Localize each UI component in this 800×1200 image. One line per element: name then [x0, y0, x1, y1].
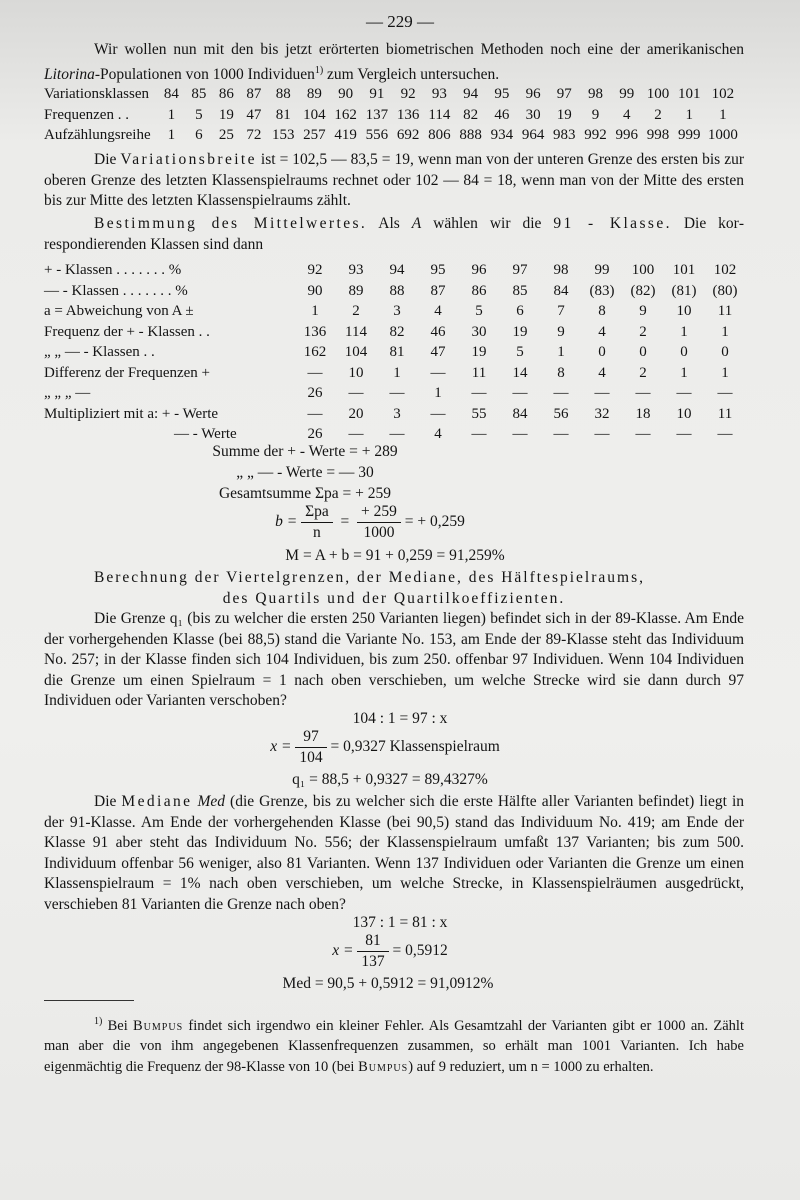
variation-cell: 93 [431, 86, 447, 102]
mittel-cell: 97 [512, 262, 528, 278]
mittel-column [333, 260, 379, 445]
mittel-cell: 9 [639, 303, 647, 319]
mittel-cell: — [430, 364, 446, 381]
median-paragraph [44, 792, 744, 915]
variation-cell: 998 [646, 127, 670, 143]
breite-paragraph [44, 150, 744, 212]
mittel-cell: 89 [348, 282, 364, 299]
variation-cell: 72 [246, 127, 262, 143]
variation-cell: 1000 [707, 127, 738, 143]
variation-cell: 88 [275, 86, 291, 102]
variation-cell: 91 [369, 86, 385, 102]
mittel-column [661, 260, 707, 445]
mittel-column [415, 260, 461, 445]
variation-cell: 85 [191, 86, 207, 102]
mittel-cell: 3 [393, 405, 401, 422]
mittel-cell: 14 [512, 364, 528, 381]
variation-table [44, 84, 744, 146]
mittel-cell: 5 [475, 303, 483, 319]
mittel-column [579, 260, 625, 445]
mittel-cell: 1 [680, 364, 688, 381]
b-lhs: b = [275, 513, 298, 531]
mittel-cell: 136 [303, 323, 327, 340]
variation-cell: 101 [677, 86, 701, 102]
variation-cell: 692 [396, 127, 420, 143]
mittel-cell: 10 [676, 303, 692, 319]
variation-cell: 97 [556, 86, 572, 102]
variation-cell: 137 [365, 106, 389, 123]
mittel-cell: — [307, 364, 323, 381]
variation-cell: 99 [619, 86, 635, 102]
variation-cell: 30 [525, 106, 541, 123]
mittel-cell: 0 [721, 344, 729, 360]
mittel-row-label: + - Klassen . . . . . . . % [44, 262, 182, 278]
footnote-rule [44, 1000, 134, 1001]
breite-text-a: Die [94, 151, 121, 168]
viertel-x-num: 97 [295, 727, 326, 748]
mittel-cell: 84 [553, 282, 569, 299]
viertel-x-lhs: x = [270, 738, 292, 756]
intro-paragraph [44, 40, 744, 85]
footnote-text-a: Bei [102, 1017, 134, 1034]
variation-cell: 98 [588, 86, 604, 102]
mittel-column [497, 260, 543, 445]
mittel-cell: 7 [557, 303, 565, 319]
mittel-cell: 11 [717, 405, 733, 422]
mittel-cell: 99 [594, 262, 610, 278]
variation-cell: 46 [494, 106, 510, 123]
mittel-column [292, 260, 338, 445]
mittel-cell: 87 [430, 282, 446, 299]
viertel-heading-1: Berechnung der Viertelgrenzen, der Mediane, des Hälftespielraums, [94, 569, 645, 586]
mittel-cell: 81 [389, 344, 405, 360]
median-x-frac [357, 931, 388, 972]
mittel-cell: (83) [589, 282, 615, 299]
mittel-cell: — [307, 405, 323, 422]
mittel-paragraph [44, 214, 744, 255]
mittel-cell: — [553, 426, 569, 442]
mittel-cell: 10 [676, 405, 692, 422]
variation-cell: 419 [334, 127, 357, 143]
variation-cell: 81 [275, 106, 291, 123]
b-num-1: Σpa [301, 502, 333, 523]
viertel-paragraph: Die Grenze q₁ (bis zu welcher die ersten 250 Varianten liegen) befindet sich in der 89-Klasse. Am Ende der vorhergehenden Klasse (bei 88,5) stand die Variante No. 153, am Ende der 89-Klasse steht das Individuum No. 257; in der Klasse finden sich 104 Individuen, bis zum 250. offenbar 97 Individuen. Wenn 104 Individuen die Grenze um einen Spielraum = 1 nach oben verschieben, um welche Strecke wird sie dann durch 97 Individuen oder Varianten verschoben? [44, 610, 744, 709]
footnote-name-2: Bumpus [358, 1058, 409, 1075]
mittel-cell: 11 [471, 364, 487, 381]
mittel-cell: 114 [345, 323, 367, 340]
mittel-cell: — [717, 385, 733, 401]
footnote-ref: 1) [314, 64, 324, 76]
mittel-klasse: 91 - Klasse. [553, 215, 672, 232]
mittel-row-label: „ „ „ — [44, 385, 91, 401]
viertel-heading-2: des Quartils und der Quartilkoeffizienten. [222, 589, 566, 607]
med-formula: Med = 90,5 + 0,5912 = 91,0912% [282, 975, 494, 992]
mittel-A: A [411, 215, 422, 232]
variation-cell: 102 [711, 86, 735, 102]
variation-cell: 162 [334, 106, 357, 123]
mittel-cell: 6 [516, 303, 524, 319]
variation-cell: 1 [167, 106, 176, 123]
variation-row-label: Frequenzen . . [44, 106, 129, 123]
variation-row [44, 84, 744, 105]
viertel-section [44, 568, 744, 712]
mittel-cell: — [553, 385, 569, 401]
mittel-cell: 26 [307, 426, 323, 442]
mittel-row-label: „ „ — - Klassen . . [44, 344, 155, 360]
variation-cell: 996 [615, 127, 639, 143]
variation-cell: 92 [400, 86, 416, 102]
variation-cell: 257 [303, 127, 326, 143]
variation-cell: 964 [521, 127, 545, 143]
variation-cell: 89 [306, 86, 322, 102]
variation-cell: 153 [271, 127, 295, 143]
page-number: — 229 — [366, 12, 434, 31]
b-den-1: n [313, 524, 321, 541]
variation-cell: 888 [459, 127, 482, 143]
median-x-formula [0, 931, 790, 972]
intro-text-c: zum Vergleich untersuchen. [323, 65, 500, 83]
footnote-text-c: ) auf 9 reduziert, um n = 1000 zu erhalten. [408, 1058, 654, 1075]
mittel-cell: 55 [471, 405, 487, 422]
variation-cell: 6 [195, 127, 203, 143]
variation-cell: 95 [494, 86, 510, 102]
median-x-num: 81 [357, 931, 388, 952]
mittel-cell: — [389, 385, 405, 401]
mittel-column [620, 260, 666, 445]
variation-cell: 983 [553, 127, 576, 143]
mittel-cell: — [471, 426, 487, 442]
mittel-row-label: Frequenz der + - Klassen . . [44, 323, 210, 340]
variation-row [44, 125, 744, 146]
mittel-cell: — [676, 385, 692, 401]
median-x-result: = 0,5912 [392, 942, 448, 960]
variation-row [44, 105, 744, 126]
sum-minus: „ „ — - Werte = — 30 [236, 464, 374, 481]
mittel-cell: 0 [680, 344, 688, 360]
mittel-cell: — [717, 426, 733, 442]
mittel-row-label: Multipliziert mit a: + - Werte [44, 405, 219, 422]
viertel-x-den: 104 [299, 749, 323, 766]
mittel-cell: 20 [348, 405, 364, 422]
b-den-2: 1000 [363, 524, 395, 541]
variation-cell: 47 [246, 106, 262, 123]
q1-formula: q₁ = 88,5 + 0,9327 = 89,4327% [292, 771, 488, 788]
mittel-cell: — [512, 385, 528, 401]
viertel-x-result: = 0,9327 Klassenspielraum [330, 738, 500, 756]
mittel-cell: 3 [393, 303, 401, 319]
mittel-cell: — [594, 385, 610, 401]
mittel-cell: 1 [721, 364, 729, 381]
variation-cell: 86 [218, 86, 234, 102]
mittel-cell: 1 [311, 303, 319, 319]
mittel-cell: (80) [712, 282, 738, 299]
mittel-cell: 94 [389, 262, 405, 278]
mittel-cell: 104 [344, 344, 368, 360]
mittel-cell: 95 [430, 262, 446, 278]
mittel-cell: — [430, 405, 446, 422]
mittel-cell: 85 [512, 282, 528, 299]
mittel-cell: 0 [639, 344, 647, 360]
footnote [44, 1012, 744, 1077]
footnote-text-b: findet sich irgendwo ein kleiner Fehler. Als Gesamtzahl der Varianten gibt er 1000 an. Zählt man aber die von ihm angegebenen Klassenfrequenzen zusammen, so erhält man 1001 Varianten. Ich habe eigenmächtig die Frequenz der 98-Klasse von 10 (bei [44, 1017, 744, 1075]
variation-cell: 1 [719, 106, 727, 123]
mittel-row-label: — - Klassen . . . . . . . % [44, 282, 188, 299]
mittel-cell: 98 [553, 262, 569, 278]
mittel-cell: 88 [389, 282, 405, 299]
mittel-cell: 2 [639, 364, 647, 381]
mittel-cell: 18 [635, 405, 651, 422]
mittel-cell: 1 [721, 323, 729, 340]
mittel-cell: 19 [471, 344, 487, 360]
b-frac-1 [301, 502, 333, 543]
mittel-cell: 90 [307, 282, 323, 299]
mittel-cell: 1 [393, 364, 401, 381]
mittel-cell: 56 [553, 405, 569, 422]
variation-cell: 999 [677, 127, 701, 143]
median-term: Mediane [121, 793, 193, 810]
mittel-cell: 8 [598, 303, 606, 319]
variation-cell: 19 [218, 106, 234, 123]
mittel-cell: 47 [430, 344, 446, 360]
mittel-cell: 4 [598, 364, 606, 381]
mittel-cell: 1 [680, 323, 688, 340]
variation-cell: 1 [685, 106, 693, 123]
median-text-b: (die Grenze, bis zu welcher sich die erste Hälfte aller Varianten befindet) liegt in der 91-Klasse. Am Ende der vorhergehenden Klasse (bei 90,5) stand das Individuum No. 419; am Ende der Klasse 91 aber steht das Individuum No. 556; der Klassenspielraum umfaßt 137 Varianten; bis zum 500. Individuum offenbar 56 weniger, also 81 Varianten. Wenn 137 Individuen oder Varianten die Grenze um einen Klassenspielraum = 1% nach oben verschieben, um welche Strecke, in Klassenspielräumen ausgedrückt, verschieben 81 Varianten die Grenze nach oben? [44, 793, 744, 913]
breite-text-b: ist = 102,5 — 83,5 = 19, wenn man von der unteren Grenze des ersten bis zur oberen Grenze des letzten Klassenspielraums rechnet oder 102 — 84 = 18, wenn man von der Mitte des ersten bis zur Mitte des letzten Klassenspielraums zählt. [44, 151, 744, 209]
variation-cell: 5 [195, 106, 203, 123]
variation-cell: 82 [463, 106, 479, 123]
mittel-column [374, 260, 420, 445]
mittel-cell: (82) [630, 282, 656, 299]
variation-cell: 2 [654, 106, 662, 123]
mittel-cell: 8 [557, 364, 565, 381]
mittel-text-b: wählen wir die [421, 215, 554, 232]
median-proportion: 137 : 1 = 81 : x [352, 914, 448, 931]
variation-cell: 934 [490, 127, 514, 143]
viertel-x-frac [295, 727, 326, 768]
viertel-x-formula [0, 727, 785, 768]
variation-row-label: Aufzählungsreihe [44, 127, 151, 143]
mittel-cell: 1 [557, 344, 565, 360]
mittel-cell: — [348, 385, 364, 401]
variation-cell: 992 [584, 127, 607, 143]
mittel-cell: 30 [471, 323, 487, 340]
mittel-cell: — [635, 385, 651, 401]
mittel-cell: 9 [557, 323, 565, 340]
footnote-mark: 1) [94, 1016, 103, 1027]
mittel-cell: — [594, 426, 610, 442]
variation-cell: 84 [163, 86, 179, 102]
mittel-cell: 46 [430, 323, 446, 340]
variation-cell: 90 [338, 86, 354, 102]
mittel-cell: — [389, 426, 405, 442]
mittel-cell: 19 [512, 323, 528, 340]
mittel-cell: 162 [303, 344, 327, 360]
M-formula: M = A + b = 91 + 0,259 = 91,259% [285, 547, 505, 564]
mittel-cell: 93 [348, 262, 364, 278]
b-eq: = [340, 513, 350, 531]
variation-cell: 19 [556, 106, 572, 123]
mittel-row-label: — - Werte [174, 426, 237, 442]
mittel-cell: 1 [434, 385, 442, 401]
mittel-cell: — [348, 426, 364, 442]
mittel-row-label: Differenz der Frequenzen + [44, 364, 211, 381]
mittel-cell: 96 [471, 262, 487, 278]
variation-cell: 100 [646, 86, 670, 102]
mittel-cell: 4 [434, 426, 442, 442]
variation-cell: 1 [167, 127, 176, 143]
mittel-cell: 100 [631, 262, 655, 278]
mittel-cell: 10 [348, 364, 364, 381]
variation-cell: 556 [365, 127, 389, 143]
median-x-den: 137 [361, 953, 385, 970]
b-num-2: + 259 [357, 502, 401, 523]
mittel-column [702, 260, 748, 445]
mittel-cell: 2 [639, 323, 647, 340]
mittel-term: Bestimmung des Mittelwertes. [94, 215, 368, 232]
b-frac-2 [357, 502, 401, 543]
b-result: = + 0,259 [404, 513, 465, 531]
variation-cell: 136 [396, 106, 420, 123]
mittel-cell: 4 [434, 303, 442, 319]
variation-cell: 9 [591, 106, 600, 123]
mittel-table-labels [44, 260, 237, 445]
variation-cell: 806 [428, 127, 451, 143]
variation-cell: 4 [623, 106, 631, 123]
mittel-cell: 84 [512, 405, 528, 422]
mittel-cell: 2 [352, 303, 360, 319]
mittel-text-a: Als [367, 215, 412, 232]
variation-cell: 94 [463, 86, 479, 102]
mittel-column [456, 260, 502, 445]
mittel-cell: 86 [471, 282, 487, 299]
mittel-cell: 5 [516, 344, 524, 360]
mittel-cell: — [676, 426, 692, 442]
mittel-cell: 82 [389, 323, 405, 340]
intro-text-a: Wir wollen nun mit den bis jetzt erörterten biometrischen Methoden noch eine der amerikanischen [94, 41, 744, 58]
mittel-cell: 11 [717, 303, 733, 319]
variation-row-label: Variationsklassen [44, 86, 149, 102]
mittel-cell: 26 [307, 385, 323, 401]
sum-total: Gesamtsumme Σpa = + 259 [218, 485, 391, 502]
mittel-column [538, 260, 584, 445]
breite-term: Variationsbreite [120, 151, 257, 168]
mittel-cell: — [512, 426, 528, 442]
mittel-cell: 0 [598, 344, 606, 360]
mittel-cell: — [635, 426, 651, 442]
variation-cell: 87 [246, 86, 262, 102]
mittel-text-c: Die korrespondierenden Klassen sind dann [44, 215, 744, 253]
intro-genus: Litorina [44, 65, 95, 83]
mittel-cell: (81) [671, 282, 697, 299]
variation-cell: 114 [428, 106, 451, 123]
b-formula [0, 502, 770, 543]
mittel-cell: 101 [672, 262, 696, 278]
mittel-cell: 92 [307, 262, 323, 278]
mittel-cell: 102 [713, 262, 737, 278]
median-text-a: Die [94, 793, 122, 810]
median-x-lhs: x = [332, 942, 354, 960]
mittel-cell: 4 [598, 323, 606, 340]
mittel-row-label: a = Abweichung von A ± [44, 303, 194, 319]
footnote-name: Bumpus [133, 1017, 184, 1034]
variation-cell: 96 [525, 86, 541, 102]
sum-plus: Summe der + - Werte = + 289 [212, 443, 398, 460]
mittel-cell: — [471, 385, 487, 401]
viertel-proportion: 104 : 1 = 97 : x [352, 710, 448, 727]
intro-text-b: -Populationen von 1000 Individuen [94, 65, 315, 83]
median-em: Med [197, 793, 226, 810]
mittel-cell: 32 [594, 405, 610, 422]
variation-cell: 104 [303, 106, 326, 123]
variation-cell: 25 [218, 127, 234, 143]
